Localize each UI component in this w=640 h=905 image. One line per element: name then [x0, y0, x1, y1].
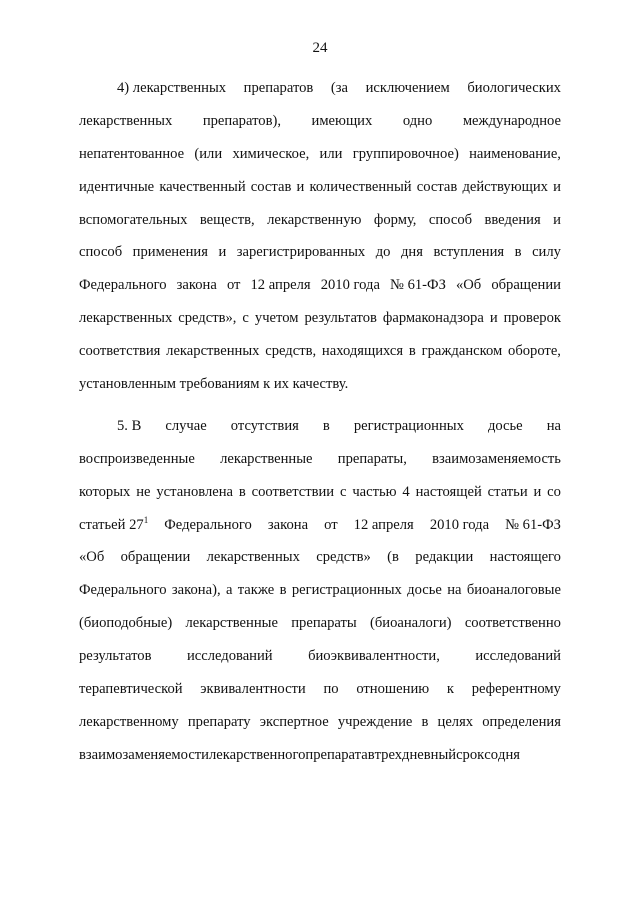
text-line — [79, 443, 561, 476]
word: препаратов — [243, 80, 314, 96]
word: срок — [456, 746, 485, 763]
text-line — [79, 607, 561, 640]
word: 2010 года — [429, 516, 490, 533]
word: (биоаналоги) — [369, 615, 452, 632]
word: установленным требованиям к их качеству. — [79, 376, 349, 393]
word: состав — [250, 178, 292, 195]
word: закона), — [171, 582, 221, 599]
word: также — [237, 582, 275, 599]
word: в — [514, 244, 522, 261]
footnote-mark: 1 — [143, 514, 149, 525]
word: в — [421, 713, 429, 730]
word: на — [546, 417, 561, 434]
word: частью — [352, 483, 397, 500]
word: введения — [484, 211, 541, 228]
word: идентичные — [79, 178, 155, 195]
word: средств», — [178, 310, 237, 327]
word: лекарственных — [206, 549, 300, 566]
text-line — [79, 476, 561, 509]
word: исследований — [475, 648, 561, 665]
text-line — [79, 138, 561, 171]
word: статьи — [487, 483, 528, 500]
word: лекарственных — [166, 343, 260, 360]
word: от — [226, 277, 241, 294]
word: референтному — [471, 681, 561, 698]
text-line — [79, 541, 561, 574]
text-line — [79, 72, 561, 105]
word: силу — [532, 244, 561, 261]
word: досье — [407, 582, 442, 599]
word: 4) лекарственных — [117, 80, 227, 96]
word: № 61-ФЗ — [390, 277, 446, 294]
word: взаимозаменяемость — [432, 450, 561, 467]
word: воспроизведенные — [79, 450, 195, 467]
word: препараты, — [337, 450, 407, 467]
word: не — [136, 483, 151, 500]
word: Федерального — [79, 582, 167, 599]
text-line — [79, 105, 561, 138]
text-line — [79, 509, 561, 542]
word: 12 апреля — [250, 277, 311, 294]
word: к — [446, 681, 454, 698]
word: действующих — [462, 178, 548, 195]
word: в — [322, 417, 330, 434]
word: препарата — [305, 746, 368, 763]
word: 4 — [402, 483, 410, 500]
word: которых — [79, 483, 131, 500]
word: учреждение — [337, 713, 413, 730]
text-line — [79, 368, 561, 401]
document-body — [79, 72, 561, 772]
word: Федерального — [164, 516, 252, 533]
word: закона — [176, 277, 217, 294]
word: и — [553, 178, 561, 195]
word: способ — [79, 244, 123, 261]
word: статьей $27^1$ — [79, 514, 149, 533]
word: редакции — [415, 549, 474, 566]
word: лекарственных — [79, 112, 173, 129]
word: лекарственного — [209, 746, 306, 763]
word: одно — [402, 112, 433, 129]
word: вспомогательных — [79, 211, 188, 228]
word: «Об — [79, 549, 105, 566]
word: дня — [498, 746, 520, 763]
word: соответствия — [79, 343, 161, 360]
word: по — [323, 681, 339, 698]
word: препарату — [187, 713, 251, 730]
word: количественный — [309, 178, 412, 195]
word: случае — [165, 417, 207, 434]
word: гражданском — [421, 343, 503, 360]
word: отношению — [356, 681, 430, 698]
word: (или — [194, 145, 223, 162]
text-line — [79, 640, 561, 673]
word: препараты — [291, 615, 357, 632]
word: (в — [387, 549, 399, 566]
word: биоаналоговые — [466, 582, 561, 599]
word: трехдневный — [374, 746, 457, 763]
word: имеющих — [311, 112, 373, 129]
word: в — [279, 582, 287, 599]
text-line — [79, 739, 561, 772]
word: проверок — [503, 310, 561, 327]
word: или — [319, 145, 343, 162]
word: от — [324, 516, 338, 533]
word: результатов — [79, 648, 152, 665]
word: эквивалентности — [200, 681, 306, 698]
text-line — [79, 171, 561, 204]
word: лекарственные — [220, 450, 313, 467]
word: соответствии — [251, 483, 335, 500]
word: препаратов), — [202, 112, 281, 129]
word: обороте, — [508, 343, 561, 360]
paragraph-gap — [79, 401, 561, 410]
word: качественный — [159, 178, 246, 195]
word: целях — [437, 713, 474, 730]
word: веществ, — [199, 211, 255, 228]
word: со — [484, 746, 499, 763]
word: и — [296, 178, 305, 195]
word: непатентованное — [79, 145, 185, 162]
word: настоящей — [415, 483, 482, 500]
word: наименование, — [469, 145, 561, 162]
word: учетом — [254, 310, 299, 327]
word: определения — [482, 713, 561, 730]
word: «Об — [455, 277, 482, 294]
word: в — [408, 343, 416, 360]
word: до — [375, 244, 391, 261]
word: лекарственную — [267, 211, 362, 228]
word: средств» — [316, 549, 371, 566]
text-line — [79, 706, 561, 739]
word: обращении — [491, 277, 561, 294]
word: лекарственных — [79, 310, 173, 327]
word: Федерального — [79, 277, 167, 294]
word: отсутствия — [230, 417, 299, 434]
word: установлена — [156, 483, 234, 500]
word: зарегистрированных — [236, 244, 366, 261]
word: дня — [400, 244, 423, 261]
word: закона — [267, 516, 309, 533]
word: исключением — [365, 80, 450, 96]
word: досье — [487, 417, 523, 434]
word: находящихся — [321, 343, 404, 360]
paragraph — [79, 72, 561, 401]
word: 12 апреля — [353, 516, 414, 533]
text-line — [79, 302, 561, 335]
word: способ — [428, 211, 473, 228]
word: в — [367, 746, 375, 763]
word: соответственно — [464, 615, 561, 632]
word: 5. В — [117, 417, 142, 434]
word: настоящего — [489, 549, 561, 566]
word: регистрационных — [291, 582, 402, 599]
text-line — [79, 236, 561, 269]
word: и — [218, 244, 227, 261]
word: результатов — [304, 310, 377, 327]
word: средств, — [265, 343, 317, 360]
word: фармаконадзора — [382, 310, 484, 327]
word: лекарственные — [185, 615, 278, 632]
word: международное — [462, 112, 561, 129]
word: с — [242, 310, 249, 327]
word: биоэквивалентности, — [308, 648, 440, 665]
word: биологических — [467, 80, 561, 96]
text-line — [79, 204, 561, 237]
word: химическое, — [232, 145, 310, 162]
word: (за — [330, 80, 349, 96]
word: регистрационных — [353, 417, 464, 434]
word: с — [339, 483, 347, 500]
word: на — [447, 582, 462, 599]
word: экспертное — [259, 713, 329, 730]
word: 2010 года — [320, 277, 380, 294]
word: и — [553, 211, 561, 228]
word: № 61-ФЗ — [505, 516, 561, 533]
text-line — [79, 335, 561, 368]
text-line — [79, 673, 561, 706]
word: а — [225, 582, 233, 599]
word: терапевтической — [79, 681, 183, 698]
word: вступления — [433, 244, 505, 261]
word: взаимозаменяемости — [79, 746, 209, 763]
word: (биоподобные) — [79, 615, 173, 632]
word: в — [238, 483, 246, 500]
word: лекарственному — [79, 713, 179, 730]
page-number: 24 — [312, 40, 328, 56]
word: со — [547, 483, 561, 500]
word: применения — [132, 244, 208, 261]
word: и — [489, 310, 498, 327]
word: группировочное) — [352, 145, 459, 162]
word: исследований — [186, 648, 273, 665]
text-line — [79, 269, 561, 302]
text-line — [79, 574, 561, 607]
text-line — [79, 410, 561, 443]
word: состав — [416, 178, 458, 195]
word: и — [533, 483, 542, 500]
paragraph — [79, 410, 561, 772]
word: обращении — [120, 549, 191, 566]
word: форму, — [373, 211, 417, 228]
